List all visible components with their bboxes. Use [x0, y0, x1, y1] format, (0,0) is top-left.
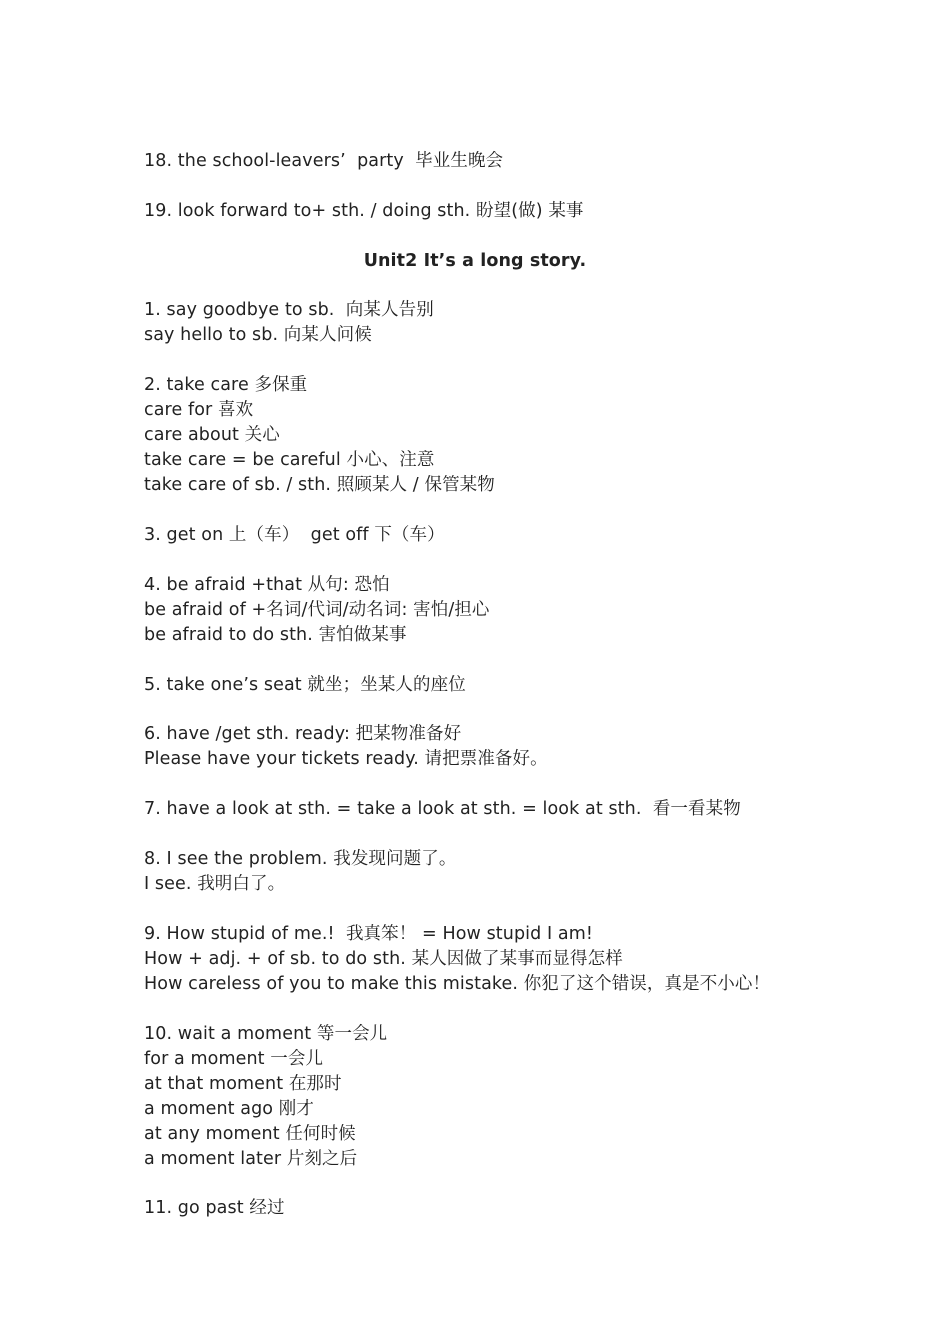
spacer [144, 174, 824, 199]
vocab-item-heading: 4. be afraid +that 从句: 恐怕 [144, 574, 390, 595]
vocab-item-line: for a moment 一会儿 [144, 1048, 324, 1069]
vocab-item-line: Please have your tickets ready. 请把票准备好。 [144, 749, 548, 770]
vocab-section [144, 847, 824, 897]
vocab-item-heading: 11. go past 经过 [144, 1198, 285, 1219]
spacer [144, 822, 824, 847]
vocab-item-heading: 7. have a look at sth. = take a look at sth. = look at sth. 看一看某物 [144, 799, 741, 820]
vocab-item-heading: 2. take care 多保重 [144, 375, 308, 396]
spacer [144, 548, 824, 573]
spacer [144, 274, 824, 299]
spacer [144, 772, 824, 797]
vocab-section [144, 298, 824, 348]
vocab-section [144, 797, 824, 822]
unit-sections [144, 298, 824, 1221]
vocab-item-line: take care = be careful 小心、注意 [144, 450, 435, 471]
vocab-item-line: at that moment 在那时 [144, 1073, 342, 1094]
vocab-item-line: care about 关心 [144, 425, 280, 446]
vocab-section [144, 573, 824, 648]
vocab-section [144, 373, 824, 498]
vocab-item-line: take care of sb. / sth. 照顾某人 / 保管某物 [144, 475, 495, 496]
vocab-section [144, 673, 824, 698]
vocab-section [144, 922, 824, 997]
vocab-item-line: I see. 我明白了。 [144, 873, 286, 894]
vocab-item-line: How + adj. + of sb. to do sth. 某人因做了某事而显得怎样 [144, 948, 623, 969]
vocab-item-line: a moment ago 刚才 [144, 1098, 314, 1119]
vocab-item-line: care for 喜欢 [144, 400, 254, 421]
spacer [144, 897, 824, 922]
vocab-section [144, 722, 824, 772]
vocab-item-heading: 10. wait a moment 等一会儿 [144, 1023, 388, 1044]
vocab-section [144, 523, 824, 548]
vocab-section [144, 1196, 824, 1221]
vocab-item-line: be afraid of +名词/代词/动名词: 害怕/担心 [144, 599, 490, 620]
spacer [144, 348, 824, 373]
spacer [144, 1172, 824, 1197]
vocab-item-heading: 1. say goodbye to sb. 向某人告别 [144, 300, 434, 321]
spacer [144, 698, 824, 723]
spacer [144, 498, 824, 523]
spacer [144, 224, 824, 249]
spacer [144, 648, 824, 673]
vocab-item-line: How careless of you to make this mistake. 你犯了这个错误，真是不小心！ [144, 973, 771, 994]
item-18: 18. the school-leavers’ party 毕业生晚会 [144, 151, 504, 171]
vocab-item-line: at any moment 任何时候 [144, 1123, 356, 1144]
vocab-item-heading: 3. get on 上（车） get off 下（车） [144, 524, 445, 545]
vocab-item-heading: 5. take one’s seat 就坐；坐某人的座位 [144, 674, 466, 695]
vocab-item-heading: 6. have /get sth. ready: 把某物准备好 [144, 724, 462, 745]
vocab-item-line: be afraid to do sth. 害怕做某事 [144, 624, 407, 645]
document-body [144, 149, 824, 1221]
unit-title: Unit2 It’s a long story. [363, 250, 587, 271]
spacer [144, 997, 824, 1022]
vocab-item-heading: 9. How stupid of me.! 我真笨！ = How stupid I am! [144, 923, 594, 944]
vocab-item-line: a moment later 片刻之后 [144, 1148, 358, 1169]
item-19: 19. look forward to+ sth. / doing sth. 盼望(做) 某事 [144, 200, 584, 221]
vocab-item-heading: 8. I see the problem. 我发现问题了。 [144, 848, 457, 869]
vocab-section [144, 1022, 824, 1172]
vocab-item-line: say hello to sb. 向某人问候 [144, 325, 372, 346]
